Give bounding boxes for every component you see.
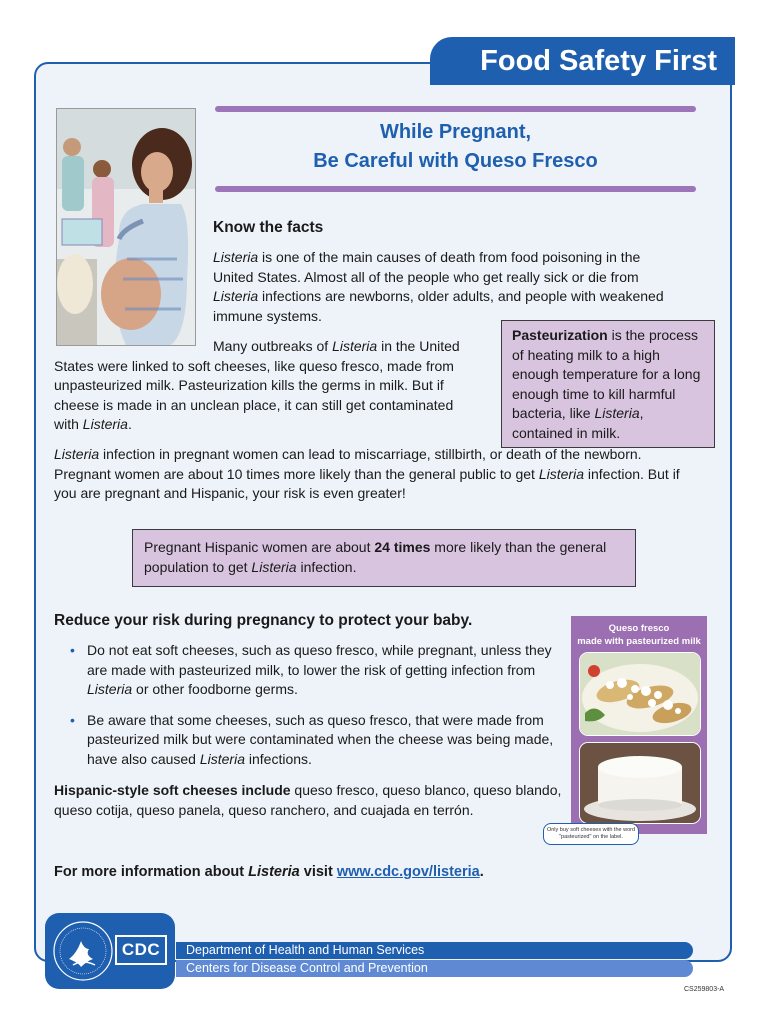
list-item: • Be aware that some cheeses, such as queso fresco, that were made from pasteurized milk but were contaminated when the cheese was being made, have also caused Listeria infections.: [70, 711, 554, 767]
facts-paragraph-3: Listeria infection in pregnant women can lead to miscarriage, stillbirth, or death of the newborn. Pregnant women are about 10 times more likely than the general public to get Listeria infection. But if you are pregnant and Hispanic, your risk is even greater!: [54, 446, 680, 501]
more-info-line: For more information about Listeria visit www.cdc.gov/listeria.: [54, 864, 484, 880]
facts-paragraph-2: Many outbreaks of Listeria in the United States were linked to soft cheeses, like queso fresco, made from unpasteurized milk. Pasteurization kills the germs in milk. But if cheese is made in an unclean place, it can still get contaminated with Listeria.: [54, 338, 460, 432]
cdc-listeria-link[interactable]: www.cdc.gov/listeria: [336, 864, 480, 880]
bullet-icon: •: [70, 711, 75, 728]
document-code: CS259803-A: [684, 986, 725, 993]
pregnant-women-photo: [56, 108, 196, 346]
cheese-types-paragraph: Hispanic-style soft cheeses include queso fresco, queso blanco, queso blando, queso cotija, queso panela, queso ranchero, and cuajada en terrón.: [54, 782, 562, 818]
title-rule-top: [215, 106, 696, 112]
hispanic-risk-callout: Pregnant Hispanic women are about 24 times more likely than the general population to get Listeria infection.: [132, 529, 636, 587]
bullet-icon: •: [70, 642, 75, 658]
header-title: Food Safety First: [480, 44, 717, 77]
queso-fresco-wheel-photo: [579, 742, 701, 824]
cdc-logo: CDC: [115, 935, 167, 965]
title-rule-bottom: [215, 186, 696, 192]
reduce-list: [66, 641, 556, 780]
header-banner: [430, 37, 735, 85]
list-item: • Do not eat soft cheeses, such as queso fresco, while pregnant, unless they are made with pasteurized milk, to lower the risk of getting infection from Listeria or other foodborne germs.: [70, 642, 552, 697]
page-title: While Pregnant, Be Careful with Queso Fresco: [313, 121, 598, 172]
hhs-eagle-icon: [51, 919, 115, 983]
cdc-bar: Centers for Disease Control and Prevention: [176, 960, 693, 977]
hhs-bar: Department of Health and Human Services: [176, 942, 693, 959]
pasteurization-callout: Pasteurization is the process of heating milk to a high enough temperature for a long enough time to kill harmful bacteria, like Listeria, contained in milk.: [501, 320, 715, 448]
enchiladas-photo: [579, 652, 701, 736]
reduce-heading: Reduce your risk during pregnancy to protect your baby.: [54, 612, 473, 629]
panel-caption: Queso fresco made with pasteurized milk: [577, 623, 701, 647]
facts-paragraph-1: Listeria is one of the main causes of death from food poisoning in the United States. Almost all of the people who get really sick or die from Listeria infections are newborns, older adults, and people with weakened immune systems.: [213, 249, 664, 324]
queso-fresco-panel: [571, 616, 707, 834]
logo-box: [45, 913, 175, 989]
facts-heading: Know the facts: [213, 219, 324, 236]
pasteurized-label-note: Only buy soft cheeses with the word "pasteurized" on the label.: [543, 823, 639, 845]
